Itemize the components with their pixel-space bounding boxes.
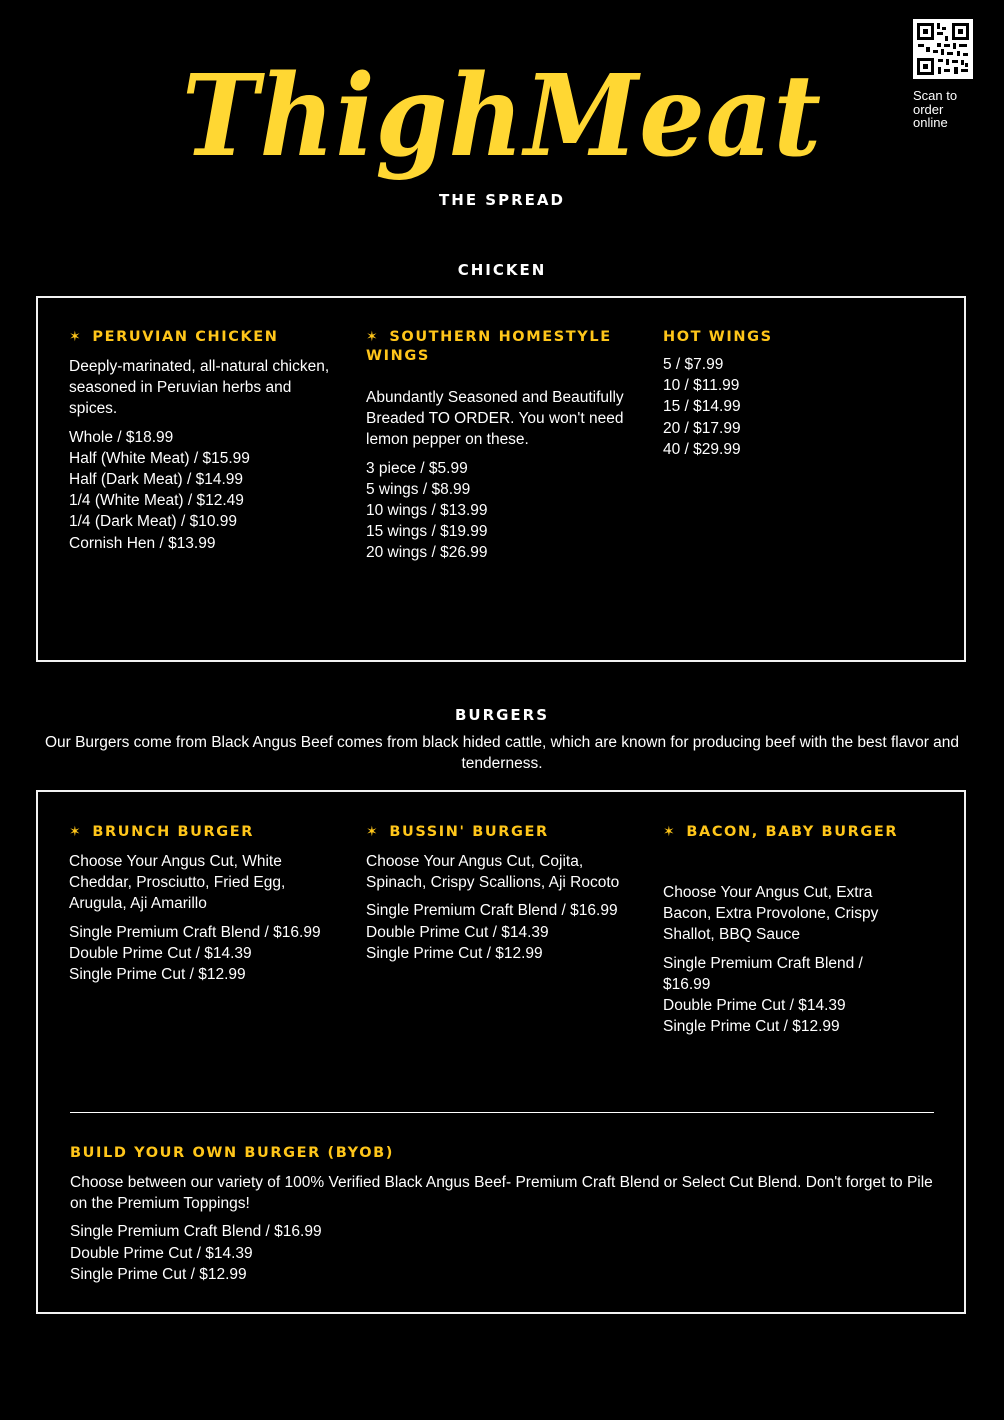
item-name: BUSSIN' BURGER <box>389 824 549 840</box>
menu-item-bussin-burger <box>366 823 636 964</box>
price-list <box>663 953 913 1038</box>
chicken-box <box>36 296 966 662</box>
price-line: Single Prime Cut / $12.99 <box>70 1265 247 1283</box>
price-line: Single Premium Craft Blend / $16.99 <box>663 954 863 993</box>
item-description: Deeply-marinated, all-natural chicken, seasoned in Peruvian herbs and spices. <box>69 358 330 418</box>
menu-item-bacon-baby-burger <box>663 823 913 1037</box>
price-line: 15 wings / $19.99 <box>366 523 488 541</box>
item-description: Choose between our variety of 100% Verified Black Angus Beef- Premium Craft Blend or Select Cut Blend. Don't forget to Pile on the Premium Toppings! <box>70 1174 933 1213</box>
menu-item-hot-wings <box>663 328 933 460</box>
price-line: Single Prime Cut / $12.99 <box>366 944 543 962</box>
section-title-burgers: BURGERS <box>454 706 550 724</box>
price-line: 15 / $14.99 <box>663 398 741 416</box>
qr-caption: Scan to order online <box>913 88 958 130</box>
price-list <box>69 427 339 554</box>
star-icon: ✶ <box>366 824 380 840</box>
star-icon: ✶ <box>69 329 83 345</box>
price-line: 3 piece / $5.99 <box>366 459 468 477</box>
menu-item-southern-wings <box>366 328 636 564</box>
price-line: Single Premium Craft Blend / $16.99 <box>70 1223 322 1241</box>
price-line: Cornish Hen / $13.99 <box>69 534 216 552</box>
price-line: 5 wings / $8.99 <box>366 480 471 498</box>
star-icon: ✶ <box>366 329 380 345</box>
price-line: 20 wings / $26.99 <box>366 544 488 562</box>
price-line: 40 / $29.99 <box>663 440 741 458</box>
price-line: Single Prime Cut / $12.99 <box>663 1018 840 1036</box>
divider <box>70 1112 934 1113</box>
price-line: Single Prime Cut / $12.99 <box>69 966 246 984</box>
menu-item-peruvian-chicken <box>69 328 339 554</box>
qr-code-icon <box>913 19 973 79</box>
price-line: Double Prime Cut / $14.39 <box>70 1244 253 1262</box>
item-description: Choose Your Angus Cut, White Cheddar, Prosciutto, Fried Egg, Arugula, Aji Amarillo <box>69 853 286 913</box>
item-name: BACON, BABY BURGER <box>686 824 899 840</box>
price-line: Double Prime Cut / $14.39 <box>663 997 846 1015</box>
price-line: Whole / $18.99 <box>69 428 174 446</box>
price-list <box>70 1221 940 1285</box>
item-description: Abundantly Seasoned and Beautifully Breaded TO ORDER. You won't need lemon pepper on these. <box>366 389 624 449</box>
section-description: Our Burgers come from Black Angus Beef comes from black hided cattle, which are known for producing beef with the best flavor and tenderness. <box>44 734 960 772</box>
item-name: HOT WINGS <box>663 329 773 345</box>
price-line: 5 / $7.99 <box>663 356 724 373</box>
burgers-box <box>36 790 966 1314</box>
item-name: PERUVIAN CHICKEN <box>92 329 279 345</box>
section-title-chicken: CHICKEN <box>457 261 547 279</box>
logo: ThighMeat <box>182 51 822 182</box>
item-name: SOUTHERN HOMESTYLE WINGS <box>366 329 612 364</box>
price-list <box>366 458 636 564</box>
price-line: 10 / $11.99 <box>663 377 740 395</box>
price-line: 20 / $17.99 <box>663 419 741 437</box>
page-subtitle: THE SPREAD <box>439 191 565 209</box>
price-list <box>663 354 933 460</box>
price-line: Single Premium Craft Blend / $16.99 <box>69 923 321 941</box>
price-line: Half (Dark Meat) / $14.99 <box>69 471 244 489</box>
item-description: Choose Your Angus Cut, Cojita, Spinach, Crispy Scallions, Aji Rocoto <box>366 853 620 892</box>
price-line: Double Prime Cut / $14.39 <box>366 923 549 941</box>
star-icon: ✶ <box>663 824 677 840</box>
price-line: 1/4 (Dark Meat) / $10.99 <box>69 513 237 531</box>
item-name: BRUNCH BURGER <box>92 824 255 840</box>
price-line: 10 wings / $13.99 <box>366 502 488 520</box>
price-line: 1/4 (White Meat) / $12.49 <box>69 492 244 510</box>
item-name: BUILD YOUR OWN BURGER (BYOB) <box>70 1145 395 1161</box>
price-line: Single Premium Craft Blend / $16.99 <box>366 902 618 920</box>
star-icon: ✶ <box>69 824 83 840</box>
price-line: Double Prime Cut / $14.39 <box>69 944 252 962</box>
menu-item-brunch-burger <box>69 823 339 985</box>
price-list <box>366 900 636 964</box>
price-line: Half (White Meat) / $15.99 <box>69 449 250 467</box>
item-description: Choose Your Angus Cut, Extra Bacon, Extra Provolone, Crispy Shallot, BBQ Sauce <box>663 884 879 944</box>
menu-item-byob <box>70 1144 940 1285</box>
price-list <box>69 922 339 986</box>
